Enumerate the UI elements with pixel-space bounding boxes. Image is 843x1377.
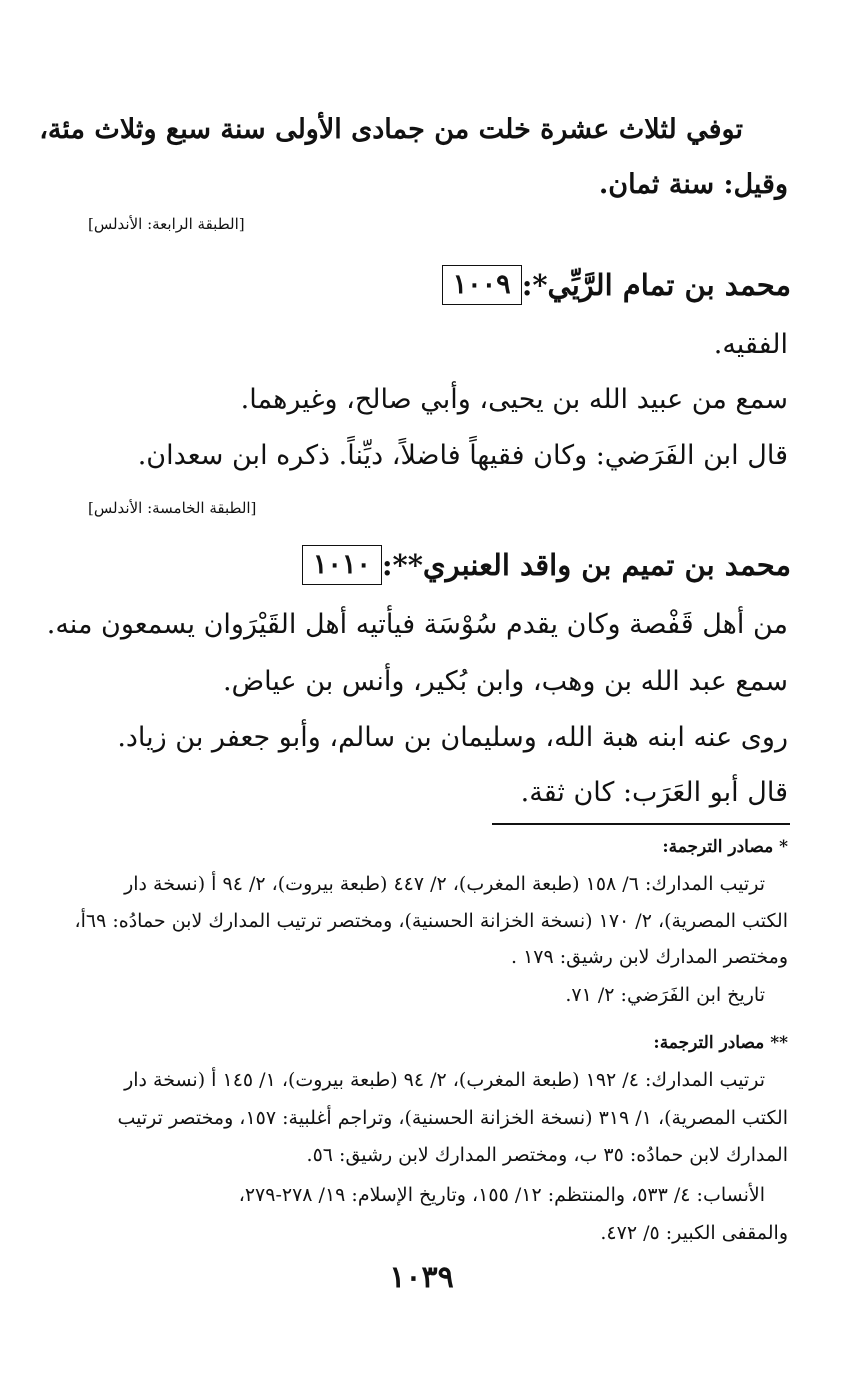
footnote-2-head: ** مصادر الترجمة:	[653, 1033, 788, 1053]
entry-number-box: ١٠١٠	[302, 545, 382, 585]
entry-1009-line-1: الفقيه.	[713, 329, 788, 360]
entry-1010-line-1: من أهل قَفْصة وكان يقدم سُوْسَة فيأتيه أهل القَيْرَوان يسمعون منه.	[46, 609, 788, 640]
footnote-2-line-4: الأنساب: ٤/ ٥٣٣، والمنتظم: ١٢/ ١٥٥، وتاريخ الإسلام: ١٩/ ٢٧٨-٢٧٩،	[238, 1184, 765, 1206]
entry-title: محمد بن تميم بن واقد العنبري**:	[381, 548, 791, 582]
entry-1009-line-3: قال ابن الفَرَضي: وكان فقيهاً فاضلاً، ديِّناً. ذكره ابن سعدان.	[137, 440, 788, 471]
footnote-2-line-3: المدارك لابن حمادُه: ٣٥ ب، ومختصر المدارك لابن رشيق: ٥٦.	[306, 1144, 788, 1166]
entry-title: محمد بن تمام الرَّيِّي*:	[521, 268, 791, 302]
footnote-2-line-2: الكتب المصرية)، ١/ ٣١٩ (نسخة الخزانة الحسنية)، وتراجم أغلبية: ١٥٧، ومختصر ترتيب	[117, 1107, 788, 1129]
page-number: ١٠٣٩	[389, 1260, 454, 1295]
entry-1010-header	[284, 545, 791, 585]
footnote-2-line-1: ترتيب المدارك: ٤/ ١٩٢ (طبعة المغرب)، ٢/ ٩٤ (طبعة بيروت)، ١/ ١٤٥ أ (نسخة دار	[124, 1069, 765, 1091]
entry-1009-line-2: سمع من عبيد الله بن يحيى، وأبي صالح، وغيرهما.	[240, 384, 788, 415]
entry-1010-line-2: سمع عبد الله بن وهب، وابن بُكير، وأنس بن عياض.	[222, 666, 788, 697]
entry-1009-header	[424, 265, 791, 305]
entry-1010-line-3: روى عنه ابنه هبة الله، وسليمان بن سالم، وأبو جعفر بن زياد.	[117, 722, 788, 753]
footnote-1-line-3: ومختصر المدارك لابن رشيق: ١٧٩ .	[511, 946, 788, 968]
footnote-2-line-5: والمقفى الكبير: ٥/ ٤٧٢.	[600, 1222, 788, 1244]
entry-number-box: ١٠٠٩	[442, 265, 522, 305]
layer-tag-2: [الطبقة الخامسة: الأندلس]	[88, 499, 257, 517]
entry-1010-line-4: قال أبو العَرَب: كان ثقة.	[520, 777, 788, 808]
footnote-1-line-1: ترتيب المدارك: ٦/ ١٥٨ (طبعة المغرب)، ٢/ ٤٤٧ (طبعة بيروت)، ٢/ ٩٤ أ (نسخة دار	[124, 873, 765, 895]
footnote-divider	[492, 823, 790, 825]
intro-line-1: توفي لثلاث عشرة خلت من جمادى الأولى سنة سبع وثلاث مئة،	[39, 114, 743, 145]
footnote-1-line-2: الكتب المصرية)، ٢/ ١٧٠ (نسخة الخزانة الحسنية)، ومختصر ترتيب المدارك لابن حمادُه: ٦٩أ،	[74, 910, 788, 932]
intro-line-2: وقيل: سنة ثمان.	[598, 169, 788, 200]
footnote-1-head: * مصادر الترجمة:	[662, 837, 788, 857]
layer-tag-1: [الطبقة الرابعة: الأندلس]	[88, 215, 245, 233]
footnote-1-line-4: تاريخ ابن الفَرَضي: ٢/ ٧١.	[565, 984, 765, 1006]
